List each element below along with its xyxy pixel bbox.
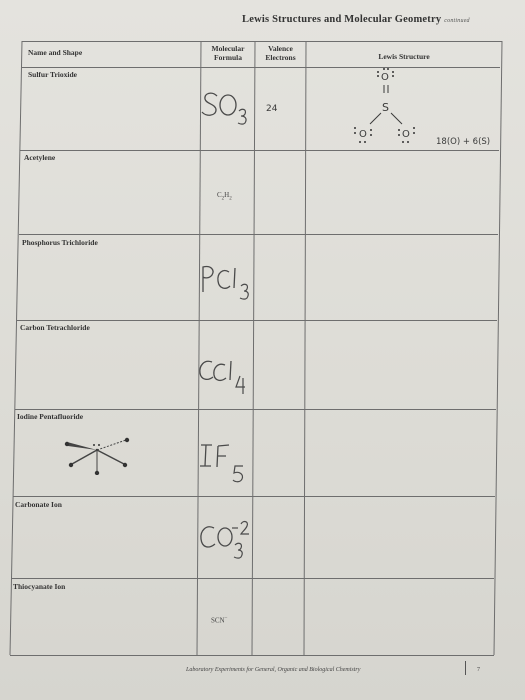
row-label-acetylene: Acetylene	[24, 153, 56, 162]
header-molecular-formula-l2: Formula	[214, 53, 242, 62]
page-number: 7	[477, 667, 480, 673]
page-title-text: Lewis Structures and Molecular Geometry	[242, 14, 442, 25]
footer-divider	[465, 661, 466, 675]
svg-text:S: S	[382, 101, 389, 114]
svg-text:O: O	[402, 129, 410, 140]
col-line-right	[494, 41, 502, 655]
row-label-sulfur-trioxide: Sulfur Trioxide	[28, 70, 77, 79]
svg-text:O: O	[359, 129, 367, 140]
row-label-thiocyanate-ion: Thiocyanate Ion	[13, 582, 66, 591]
valence-electrons-so3: 24	[266, 104, 278, 114]
printed-formula-thiocyanate: SCN−	[211, 616, 228, 625]
header-name-shape: Name and Shape	[28, 48, 83, 57]
lewis-note-so3: 18(O) + 6(S)	[436, 137, 491, 147]
svg-text:O: O	[381, 72, 389, 83]
header-valence-l2: Electrons	[265, 53, 296, 62]
printed-formula-acetylene: $C_2H_2$	[217, 191, 232, 202]
lewis-structure-so3	[340, 66, 430, 156]
handwritten-formula-so3	[198, 88, 258, 128]
header-lewis-structure: Lewis Structure	[378, 52, 430, 61]
row-label-carbon-tetrachloride: Carbon Tetrachloride	[20, 323, 90, 332]
header-valence-electrons	[255, 44, 306, 62]
footer-text: Laboratory Experiments for General, Organic and Biological Chemistry	[186, 667, 361, 673]
if5-shape-diagram	[62, 430, 137, 475]
handwritten-formula-co3-2minus	[198, 516, 258, 566]
continued-label: continued	[444, 18, 470, 24]
row-label-iodine-pentafluoride: Iodine Pentafluoride	[17, 412, 84, 421]
col-line-left	[10, 41, 22, 655]
handwritten-formula-ccl4	[198, 356, 258, 396]
header-molecular-formula-l1: Molecular	[211, 44, 245, 53]
handwritten-formula-if5	[198, 440, 258, 485]
row-label-carbonate-ion: Carbonate Ion	[15, 500, 62, 509]
header-molecular-formula	[201, 44, 255, 62]
row-label-phosphorus-trichloride: Phosphorus Trichloride	[22, 238, 98, 247]
col-line-lewis-left	[304, 41, 306, 655]
header-valence-l1: Valence	[268, 44, 293, 53]
handwritten-formula-pcl3	[199, 262, 259, 302]
